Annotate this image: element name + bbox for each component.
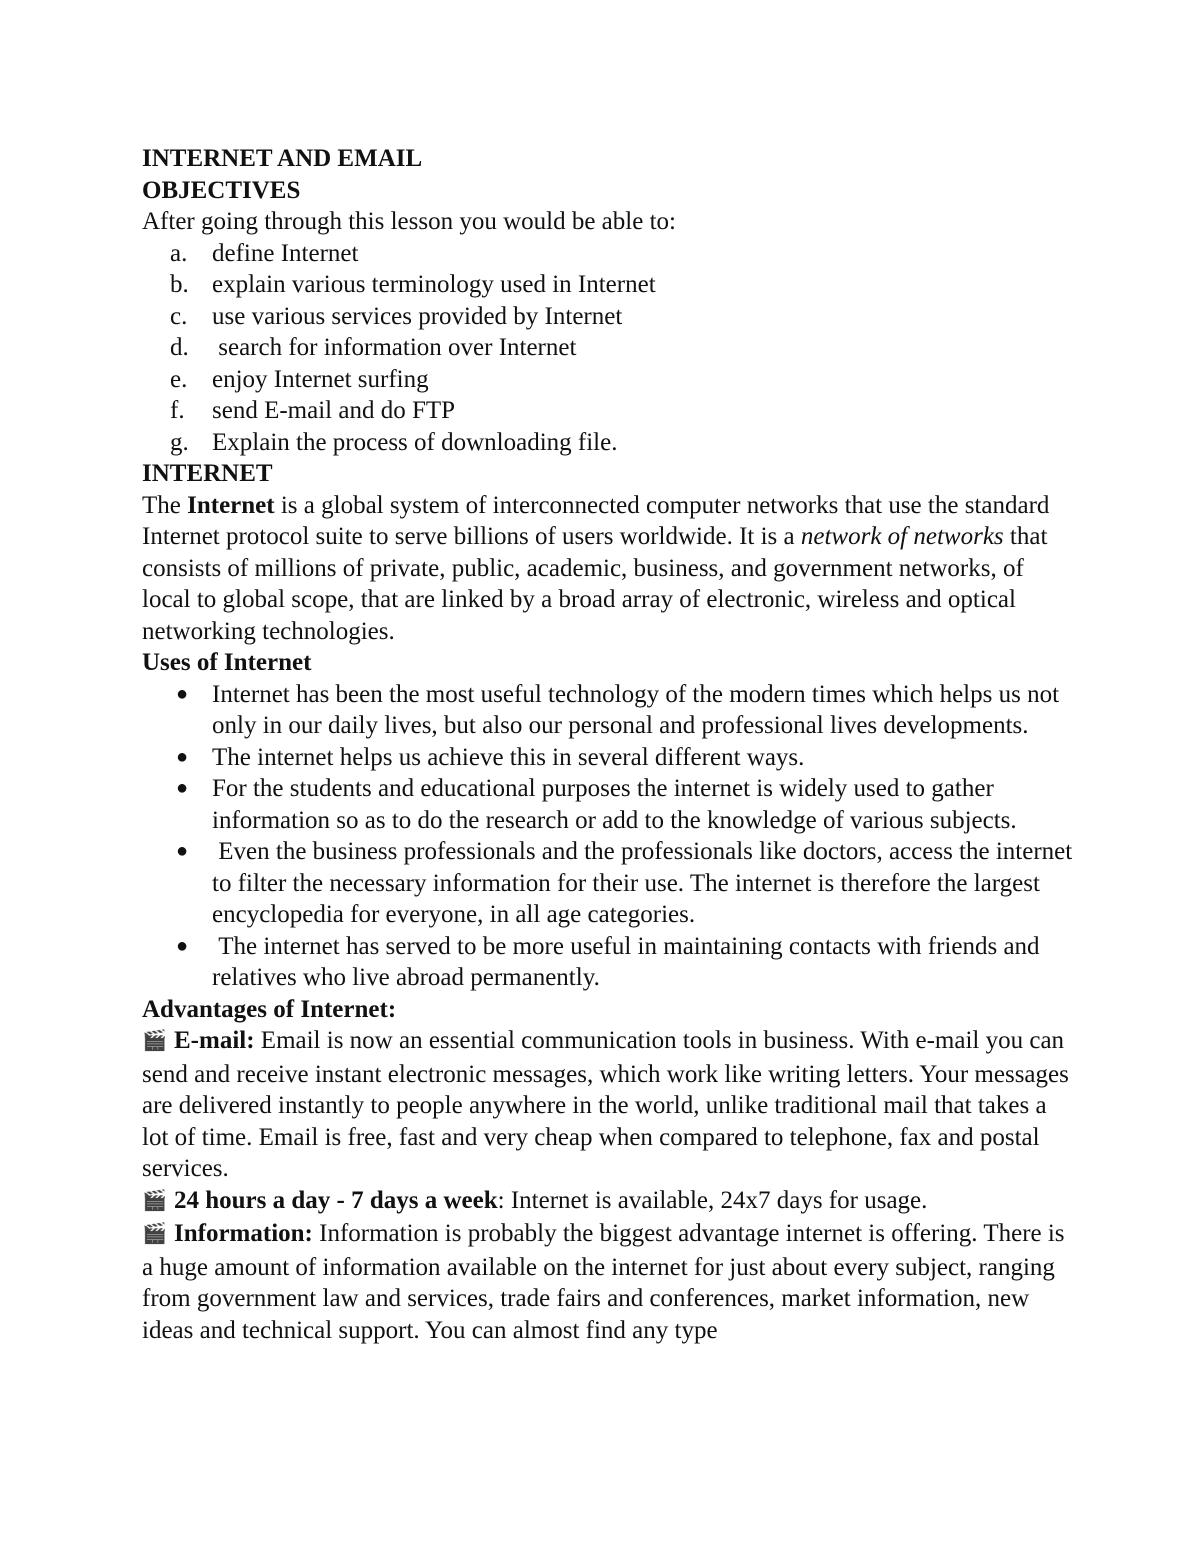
list-item	[142, 742, 1077, 774]
list-item-text: Even the business professionals and the professionals like doctors, access the internet to filter the necessary information for their use. The internet is therefore the largest encyclopedia for everyone, in all age categories.	[212, 838, 1079, 928]
list-marker: e.	[170, 365, 188, 393]
list-item	[142, 332, 1077, 364]
clapperboard-icon: 🎬	[142, 1030, 167, 1052]
paragraph-bold-term: Internet	[187, 491, 275, 519]
list-item	[142, 301, 1077, 333]
list-item	[142, 773, 1077, 836]
list-item	[142, 238, 1077, 270]
list-item-text: enjoy Internet surfing	[212, 365, 429, 393]
uses-heading: Uses of Internet	[142, 649, 312, 676]
bullet-icon: ●	[176, 777, 189, 799]
advantage-text: Email is now an essential communication tools in business. With e-mail you can send and receive instant electronic messages, which work like writing letters. Your messages are delivered instantly to people anywhere in the world, unlike traditional mail that takes a lot of time. Email is free, fast and very cheap when compared to telephone, fax and postal services.	[142, 1027, 1069, 1182]
bullet-icon: ●	[176, 682, 189, 705]
clapperboard-icon: 🎬	[142, 1223, 167, 1245]
internet-paragraph	[142, 490, 1077, 648]
list-marker: b.	[170, 271, 189, 298]
list-marker: c.	[170, 302, 188, 330]
advantage-term: E-mail:	[174, 1027, 255, 1054]
paragraph-text: that consists of millions of private, public, academic, business, and government networks, of local to global scope, that are linked by a broad array of electronic, wireless and optical networking technologies.	[142, 523, 1048, 645]
paragraph-italic-term: network of networks	[800, 523, 1004, 550]
objectives-heading: OBJECTIVES	[142, 176, 301, 204]
list-item-text: Internet has been the most useful technology of the modern times which helps us not only in our daily lives, but also our personal and professional lives developments.	[212, 680, 1060, 739]
paragraph-text: The	[142, 491, 188, 519]
bullet-icon: ●	[176, 745, 189, 768]
paragraph-text: is a global system of interconnected computer networks that use the standard Internet protocol suite to serve billions of users worldwide. It is a	[142, 491, 1050, 550]
clapperboard-icon: 🎬	[142, 1189, 167, 1212]
list-item	[142, 269, 1077, 301]
list-marker: a.	[170, 239, 188, 267]
advantages-heading: Advantages of Internet:	[142, 995, 397, 1023]
list-item	[142, 679, 1077, 742]
list-item	[142, 364, 1077, 396]
uses-list	[142, 679, 1077, 994]
list-item	[142, 931, 1077, 994]
bullet-icon: ●	[176, 934, 189, 957]
internet-heading: INTERNET	[142, 460, 273, 487]
objectives-list	[142, 238, 1077, 459]
advantage-item-information	[142, 1218, 1077, 1346]
advantage-item-email	[142, 1025, 1077, 1185]
advantage-text: Information is probably the biggest advantage internet is offering. There is a huge amount of information available on the internet for just about every subject, ranging from government law and services, trade fairs and conferences, market information, new ideas and technical support. You can almost find any type	[142, 1220, 1065, 1344]
advantage-term: Information:	[174, 1220, 313, 1247]
list-item-text: use various services provided by Internet	[212, 302, 623, 330]
advantage-item-availability	[142, 1185, 1077, 1219]
objectives-intro: After going through this lesson you would be able to:	[142, 208, 676, 235]
bullet-icon: ●	[176, 840, 189, 862]
list-marker: d.	[170, 334, 189, 361]
list-item-text: send E-mail and do FTP	[212, 397, 456, 424]
list-marker: f.	[170, 397, 185, 424]
list-item-text: The internet helps us achieve this in several different ways.	[212, 743, 805, 771]
list-item	[142, 395, 1077, 427]
list-item-text: For the students and educational purposes the internet is widely used to gather information so as to do the research or add to the knowledge of various subjects.	[212, 775, 1017, 834]
list-item	[142, 427, 1077, 459]
advantage-text: : Internet is available, 24x7 days for usage.	[497, 1186, 928, 1214]
list-marker: g.	[170, 428, 189, 456]
list-item-text: explain various terminology used in Internet	[212, 271, 656, 298]
document-page	[142, 143, 1077, 1346]
list-item-text: define Internet	[212, 239, 359, 267]
list-item	[142, 836, 1077, 931]
document-title: INTERNET AND EMAIL	[142, 145, 423, 172]
list-item-text: search for information over Internet	[212, 334, 577, 361]
advantage-term: 24 hours a day - 7 days a week	[174, 1186, 498, 1214]
list-item-text: The internet has served to be more useful in maintaining contacts with friends and relatives who live abroad permanently.	[212, 932, 1046, 991]
list-item-text: Explain the process of downloading file.	[212, 428, 618, 456]
